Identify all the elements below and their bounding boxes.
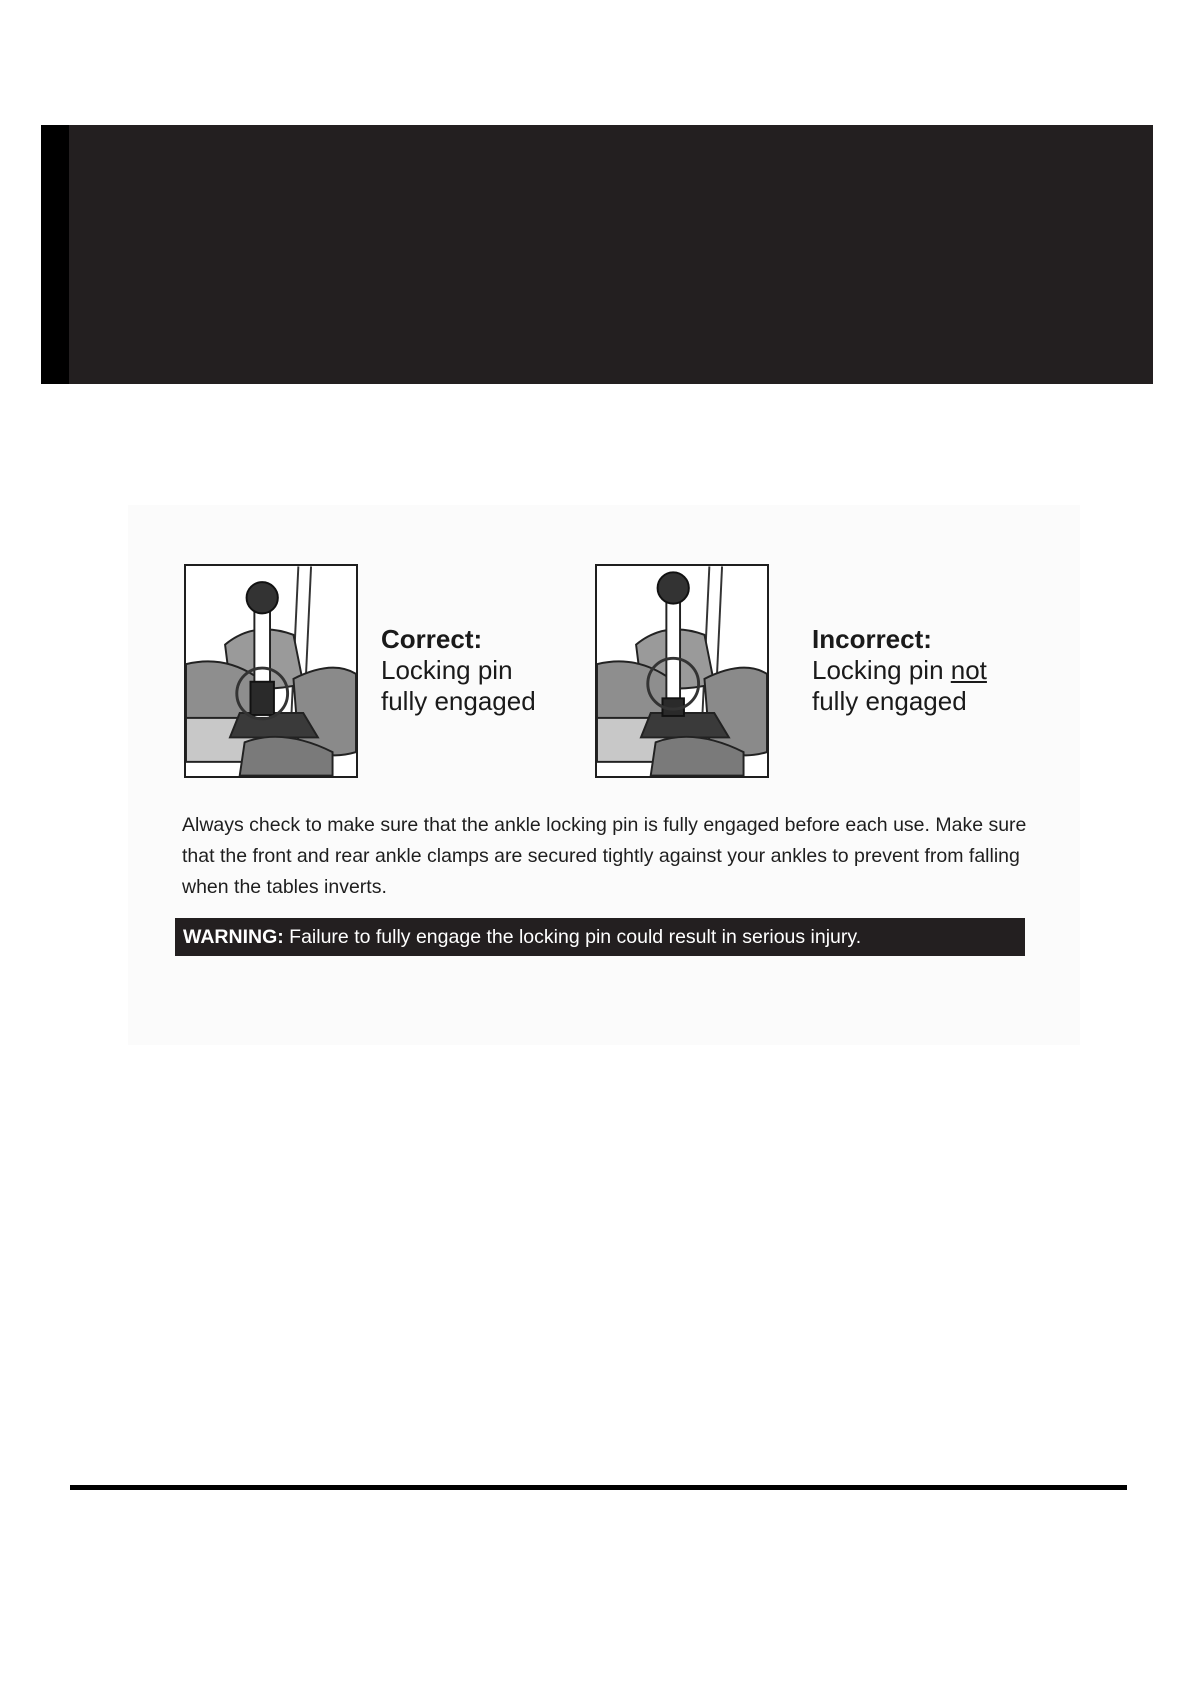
correct-caption-line-1: Locking pin (381, 655, 513, 685)
header-band (41, 125, 1153, 384)
incorrect-caption-line-2: fully engaged (812, 686, 967, 716)
header-accent-bar (41, 125, 69, 384)
warning-label: WARNING: (183, 926, 284, 948)
warning-text: Failure to fully engage the locking pin could result in serious injury. (283, 926, 862, 948)
correct-locking-pin-illustration (184, 564, 358, 778)
incorrect-caption-line-1-prefix: Locking pin (812, 655, 951, 685)
incorrect-caption-title: Incorrect: (812, 624, 932, 654)
incorrect-caption-emphasis: not (950, 655, 987, 685)
warning-bar (175, 918, 1025, 956)
footer-divider (70, 1485, 1127, 1490)
correct-caption (381, 624, 536, 717)
correct-caption-line-2: fully engaged (381, 686, 536, 716)
incorrect-caption (812, 624, 987, 717)
incorrect-caption-line-1 (812, 655, 987, 686)
instructions-paragraph: Always check to make sure that the ankle locking pin is fully engaged before each use. Make sure that the front and rear ankle clamps are secured tightly against your ankles to prevent from falling when the tables inverts. (182, 814, 1027, 898)
correct-caption-title: Correct: (381, 624, 483, 654)
incorrect-locking-pin-illustration (595, 564, 769, 778)
